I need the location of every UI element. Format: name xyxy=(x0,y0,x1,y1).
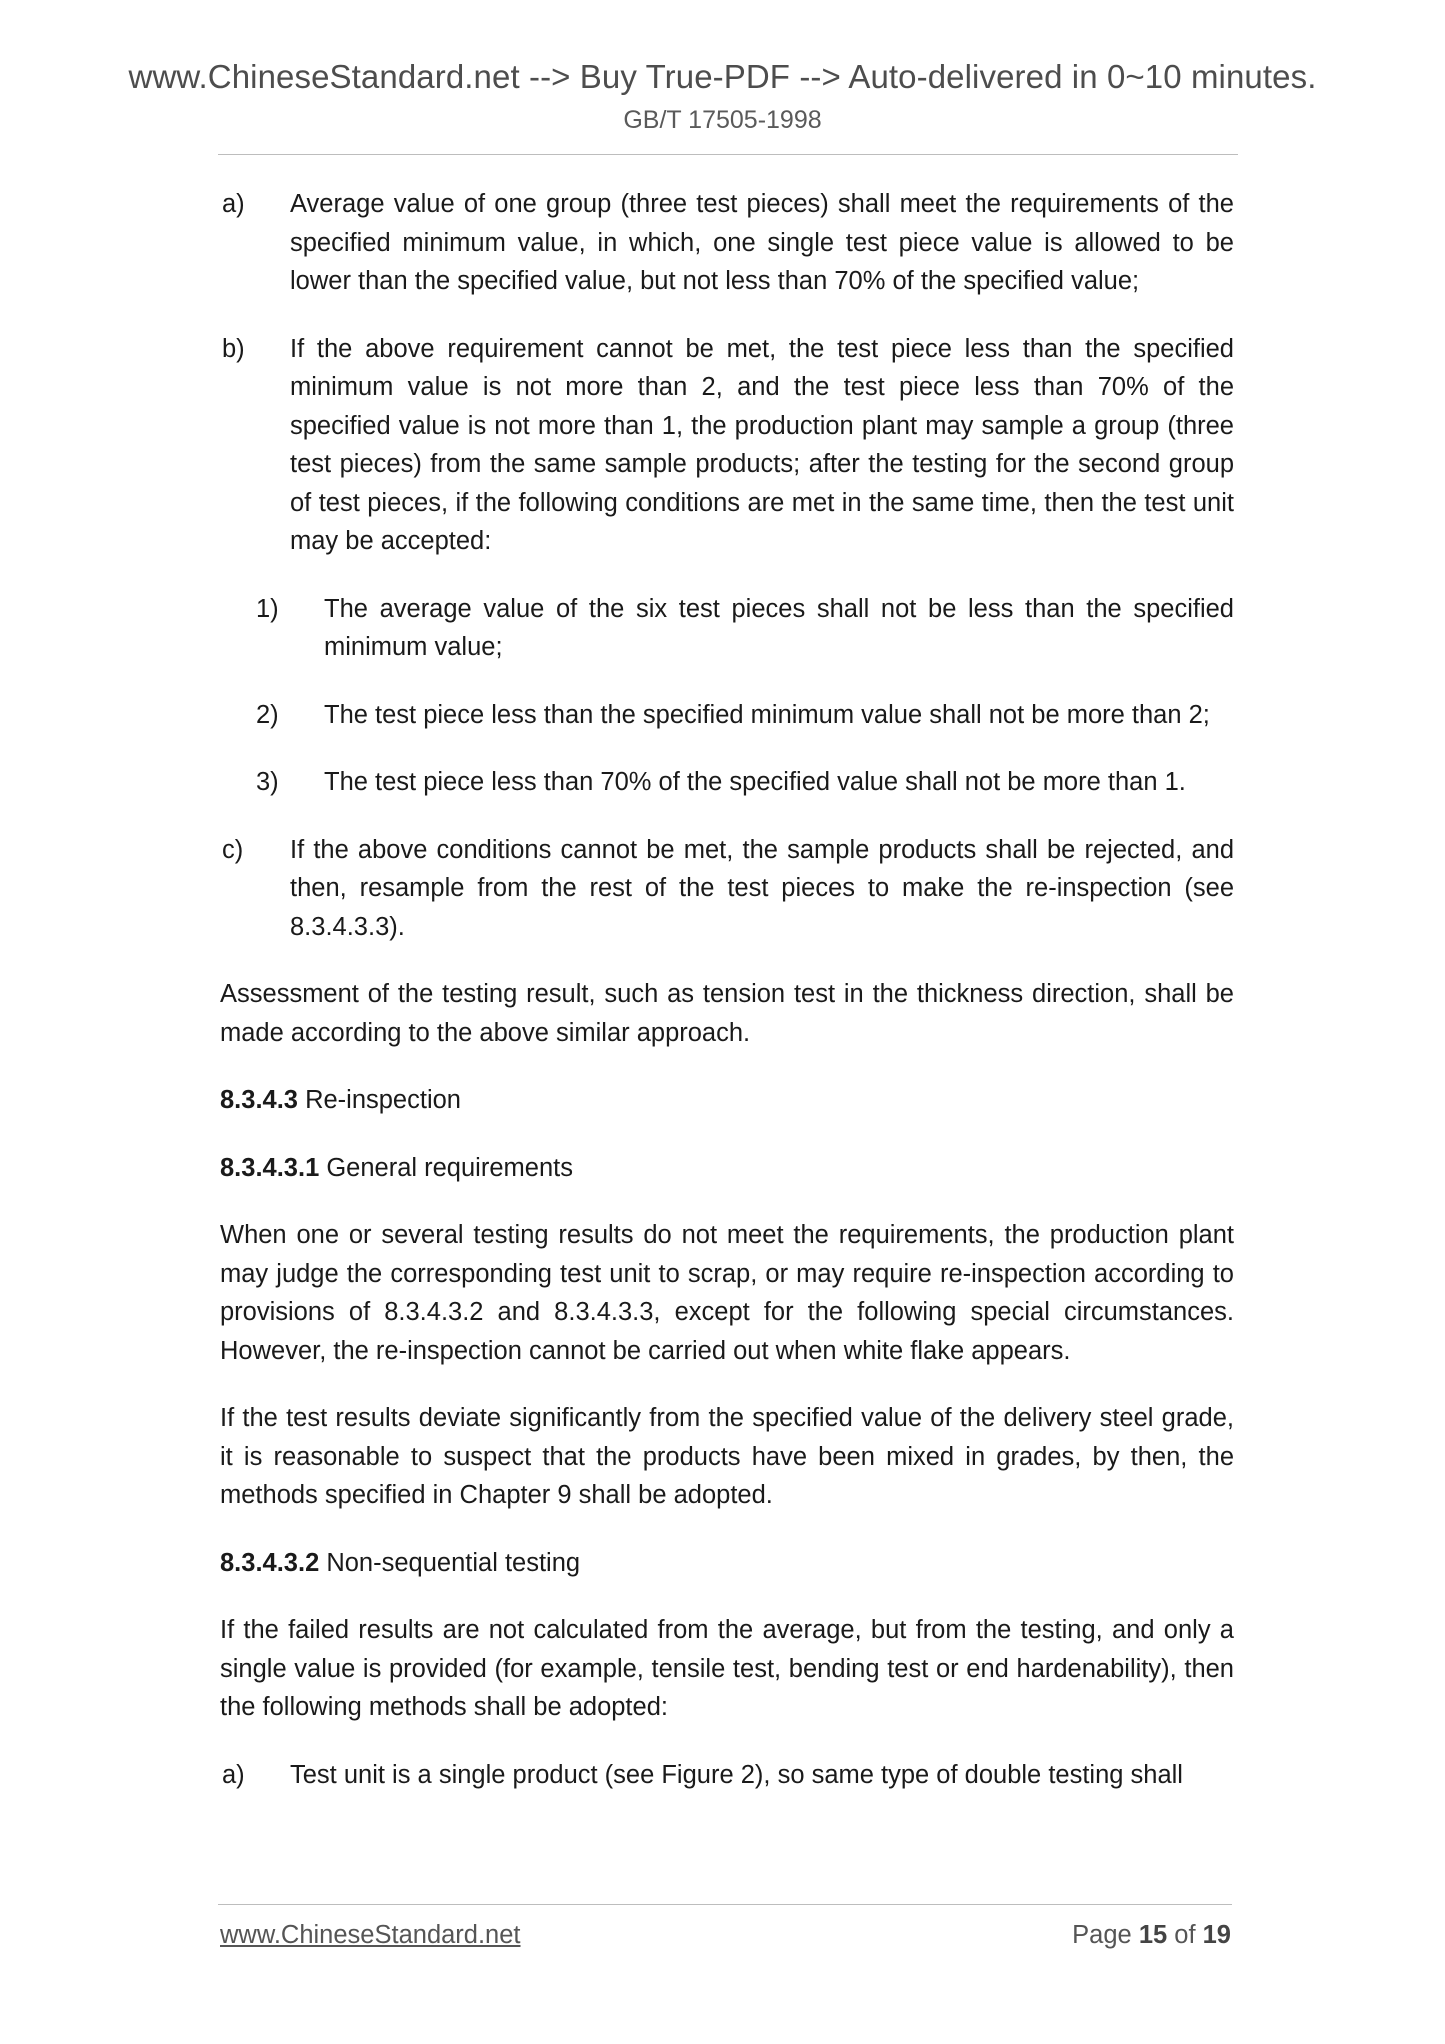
paragraph-assessment: Assessment of the testing result, such as tension test in the thickness direction, shall be made according to the above similar approach. xyxy=(220,980,1234,1047)
section-title: Re-inspection xyxy=(297,1086,461,1114)
standard-number: GB/T 17505-1998 xyxy=(623,106,822,134)
page-total: 19 xyxy=(1202,1921,1231,1949)
list-item-a xyxy=(222,185,1234,301)
sub-item-1 xyxy=(256,590,1234,667)
section-title: General requirements xyxy=(319,1153,573,1182)
section-number: 8.3.4.3 xyxy=(220,1086,298,1114)
list-item-b xyxy=(222,330,1234,561)
section-heading-8343 xyxy=(220,1081,1234,1120)
list-item-text: Average value of one group (three test pieces) shall meet the requirements of the specified minimum value, in which, one single test piece value is allowed to be lower than the specified value, but not less than 70% of the specified value; xyxy=(290,190,1234,295)
list-marker: 1) xyxy=(256,594,279,623)
footer-divider xyxy=(218,1904,1232,1905)
header-divider xyxy=(218,154,1238,155)
list-item-text: Test unit is a single product (see Figure 2), so same type of double testing shall xyxy=(290,1760,1183,1789)
list-item-text: The test piece less than the specified minimum value shall not be more than 2; xyxy=(324,700,1210,729)
list-marker: a) xyxy=(222,190,245,218)
sub-item-3 xyxy=(256,763,1234,802)
document-body xyxy=(220,185,1234,1823)
list-item-text: If the above conditions cannot be met, the sample products shall be rejected, and then, resample from the rest of the test pieces to make the re-inspection (see 8.3.4.3.3). xyxy=(290,835,1234,941)
list-marker: 3) xyxy=(256,768,279,796)
page-current: 15 xyxy=(1138,1921,1168,1949)
list-item-text: The average value of the six test pieces shall not be less than the specified minimum value; xyxy=(324,594,1234,661)
list-item-a-single-product xyxy=(222,1756,1234,1795)
page-label: Page xyxy=(1072,1921,1139,1949)
footer-website-link[interactable]: www.ChineseStandard.net xyxy=(220,1921,521,1949)
paragraph-grade-deviation: If the test results deviate significantly from the specified value of the delivery steel grade, it is reasonable to suspect that the products have been mixed in grades, by then, the methods specified in Chapter 9 shall be adopted. xyxy=(220,1404,1234,1509)
list-marker: a) xyxy=(222,1760,245,1789)
header-banner: www.ChineseStandard.net --> Buy True-PDF --> Auto-delivered in 0~10 minutes. xyxy=(128,58,1317,95)
section-heading-83432 xyxy=(220,1544,1234,1583)
section-title: Non-sequential testing xyxy=(319,1548,581,1577)
paragraph-non-sequential: If the failed results are not calculated from the average, but from the testing, and only a single value is provided (for example, tensile test, bending test or end hardenability), then the following methods shall be adopted: xyxy=(220,1616,1234,1721)
list-item-text: If the above requirement cannot be met, the test piece less than the specified minimum value is not more than 2, and the test piece less than 70% of the specified value is not more than 1, the production plant may sample a group (three test pieces) from the same sample products; after the testing for the second group of test pieces, if the following conditions are met in the same time, then the test unit may be accepted: xyxy=(290,334,1234,555)
section-heading-83431 xyxy=(220,1149,1234,1188)
list-item-c xyxy=(222,831,1234,947)
section-number: 8.3.4.3.2 xyxy=(220,1548,320,1577)
paragraph-general-requirements: When one or several testing results do not meet the requirements, the production plant may judge the corresponding test unit to scrap, or may require re-inspection according to provisions of 8.3.4.3.2 and 8.3.4.3.3, except for the following special circumstances. However, the re-inspection cannot be carried out when white flake appears. xyxy=(220,1221,1234,1365)
list-marker: c) xyxy=(222,835,244,864)
list-item-text: The test piece less than 70% of the specified value shall not be more than 1. xyxy=(324,768,1186,796)
sub-item-2 xyxy=(256,696,1234,735)
list-marker: 2) xyxy=(256,700,279,729)
list-marker: b) xyxy=(222,334,245,363)
page-of: of xyxy=(1167,1921,1203,1949)
section-number: 8.3.4.3.1 xyxy=(220,1153,320,1182)
page-number xyxy=(1072,1921,1231,1950)
